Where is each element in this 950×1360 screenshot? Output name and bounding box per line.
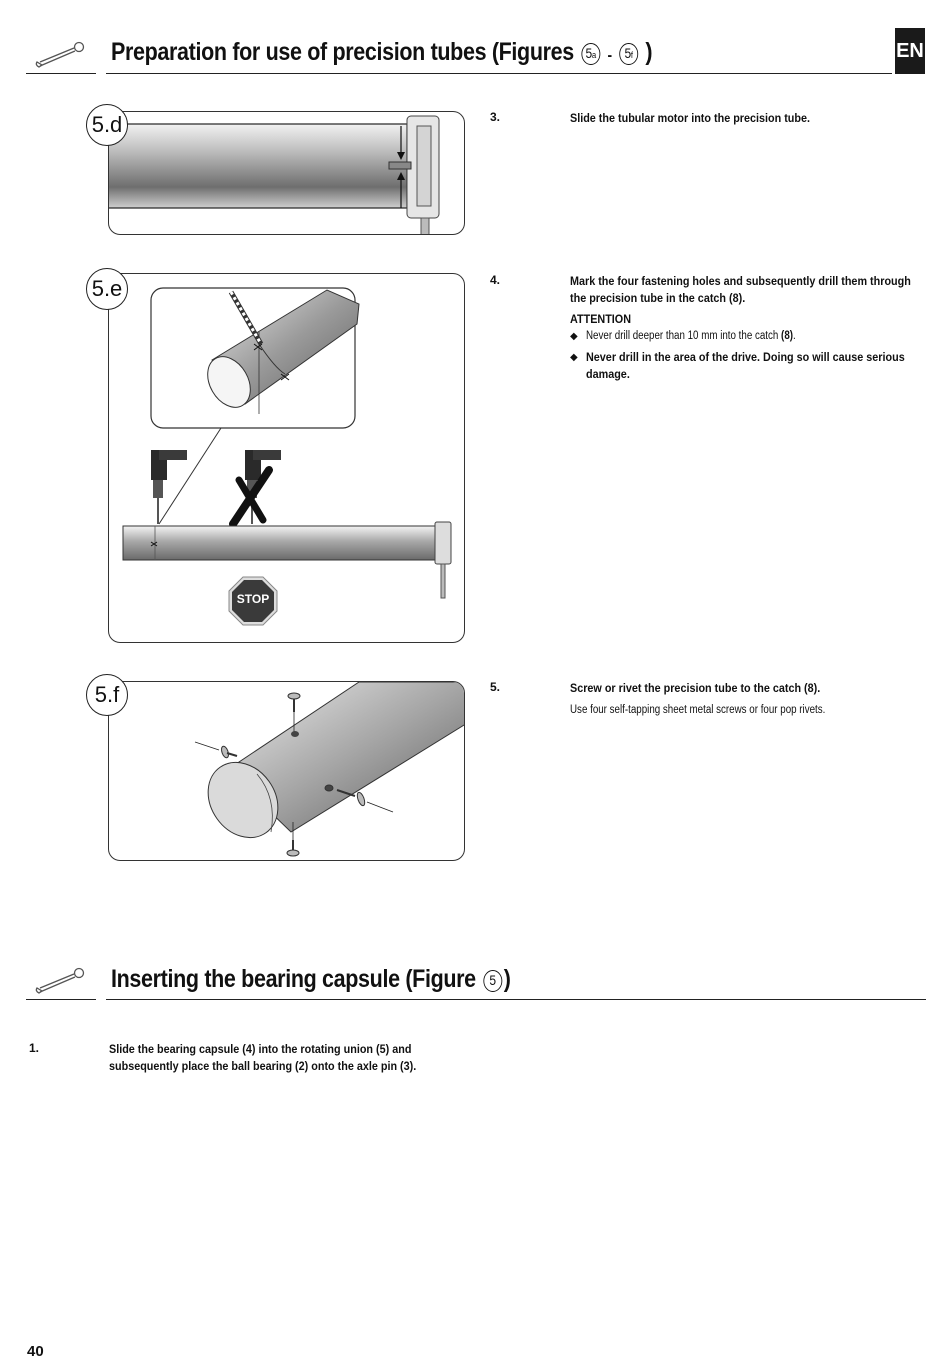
long-tube [123,526,437,560]
precision-tube [109,124,407,208]
figure-ref-5: 5 [483,970,502,992]
figure-5f-illustration [109,682,464,860]
figure-5e-illustration [109,274,464,642]
section2-rule [106,999,926,1000]
figure-ref-5a-num: 5 [585,45,592,61]
figure-ref-dash: - [607,47,612,64]
drill-correct [151,450,187,524]
attention-title: ATTENTION [570,312,632,326]
header-left-rule [26,73,96,74]
page-title [111,38,652,67]
step-5-note: Use four self-tapping sheet metal screws or four pop rivets. [570,704,826,716]
wrench-icon [34,964,86,994]
step-5-text: Screw or rivet the precision tube to the catch (8). [570,681,821,695]
section2-title-text: Inserting the bearing capsule (Figure [111,965,476,993]
header-rule [106,73,892,74]
figure-5d-label: 5.d [86,104,128,146]
stop-sign [228,576,278,626]
figure-ref-5f-sub: f [630,50,633,60]
figure-ref-5a [581,43,600,65]
figure-5e-label: 5.e [86,268,128,310]
section2-title-close: ) [503,965,511,993]
attention-bullet-2-text: Never drill in the area of the drive. Doing so will cause serious damage. [586,350,905,381]
section2-step-1-text: Slide the bearing capsule (4) into the rotating union (5) and subsequently place the ball bearing (2) onto the axle pin (3). [109,1042,417,1073]
language-badge: EN [895,28,925,74]
figure-ref-5f-num: 5 [624,45,631,61]
step-3-number: 3. [490,110,501,124]
figure-5f-label: 5.f [86,674,128,716]
figure-ref-5f [619,43,638,65]
figure-5d-illustration [109,112,464,234]
attention-bullet-1-tail: . [793,330,796,342]
page-title-close: ) [645,38,653,66]
figure-5e-panel [108,273,465,643]
figure-5d-panel [108,111,465,235]
diamond-bullet-icon: ◆ [570,331,578,342]
step-4-text: Mark the four fastening holes and subsequently drill them through the precision tube in the catch (8). [570,274,911,305]
wrench-icon [34,38,86,68]
step-4-number: 4. [490,273,501,287]
page-number: 40 [27,1343,44,1360]
attention-bullet-1-body: Never drill deeper than 10 mm into the catch [586,330,782,342]
drill-wrong [233,450,281,524]
section2-step-1-number: 1. [29,1041,40,1055]
attention-bullet-1 [570,328,950,345]
diamond-bullet-icon: ◆ [570,352,578,363]
section2-title [111,965,511,994]
attention-bullet-1-text [586,328,796,345]
step-5-number: 5. [490,680,501,694]
step-3-text: Slide the tubular motor into the precision tube. [570,111,811,125]
figure-5f-panel [108,681,465,861]
screw-left [195,742,237,759]
attention-bullet-2 [570,349,950,383]
attention-bullet-1-emph: (8) [781,330,794,342]
page-title-text: Preparation for use of precision tubes (Figures [111,38,574,66]
figure-ref-5a-sub: a [591,50,596,60]
stop-sign-text: STOP [236,592,270,606]
section2-left-rule [26,999,96,1000]
